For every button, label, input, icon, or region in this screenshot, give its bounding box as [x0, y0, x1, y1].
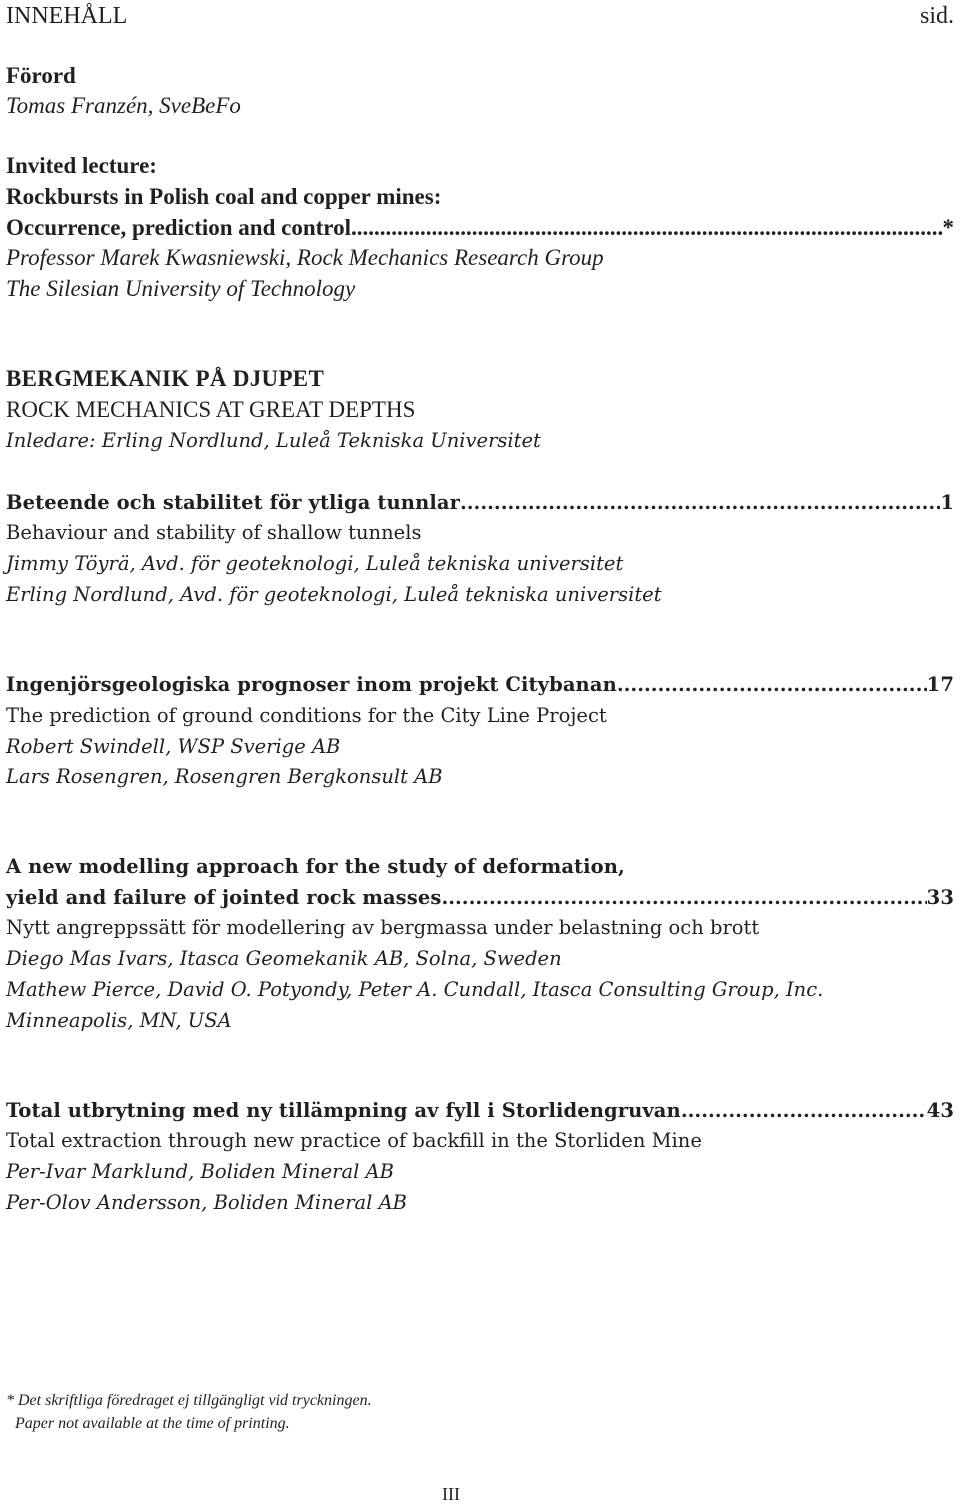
toc-entry-row	[6, 670, 954, 700]
toc-heading: INNEHÅLL	[6, 3, 128, 29]
entry-author: Robert Swindell, WSP Sverige AB	[6, 735, 341, 758]
entry-title-en: The prediction of ground conditions for the City Line Project	[6, 704, 607, 727]
entry-title-line: A new modelling approach for the study of deformation,	[6, 855, 625, 878]
section-title-en: ROCK MECHANICS AT GREAT DEPTHS	[6, 397, 416, 422]
entry-author: Jimmy Töyrä, Avd. för geoteknologi, Luleå tekniska universitet	[6, 552, 624, 575]
section-intro: Inledare: Erling Nordlund, Luleå Tekniska Universitet	[6, 429, 541, 452]
page-number: III	[442, 1484, 460, 1504]
entry-author: Erling Nordlund, Avd. för geoteknologi, Luleå tekniska universitet	[6, 583, 662, 606]
entry-title-sv: yield and failure of jointed rock masses	[6, 886, 442, 909]
page-ref: 17	[926, 673, 954, 696]
dot-leader	[441, 883, 926, 913]
toc-entry-row	[6, 883, 954, 913]
entry-title-sv: Ingenjörsgeologiska prognoser inom projekt Citybanan	[6, 673, 617, 696]
entry-title-en: Nytt angreppssätt för modellering av bergmassa under belastning och brott	[6, 916, 760, 939]
footnote-sv: * Det skriftliga föredraget ej tillgängligt vid tryckningen.	[6, 1392, 372, 1409]
page-column-label: sid.	[919, 3, 954, 29]
invited-toc-row	[6, 213, 954, 243]
page-ref: 1	[940, 491, 954, 514]
dot-leader	[351, 213, 943, 243]
dot-leader	[617, 670, 927, 700]
entry-title-sv: Total utbrytning med ny tillämpning av fyll i Storlidengruvan	[6, 1099, 681, 1122]
invited-title-last-line: Occurrence, prediction and control	[6, 215, 351, 240]
foreword-heading: Förord	[6, 63, 76, 88]
entry-title-sv: Beteende och stabilitet för ytliga tunnlar	[6, 491, 460, 514]
invited-label: Invited lecture:	[6, 153, 157, 178]
entry-author: Per-Ivar Marklund, Boliden Mineral AB	[6, 1160, 394, 1183]
footnote-en: Paper not available at the time of printing.	[15, 1415, 290, 1432]
toc-entry-row	[6, 488, 954, 518]
page-ref: *	[942, 215, 954, 240]
page-ref: 43	[926, 1099, 954, 1122]
dot-leader	[681, 1096, 927, 1126]
invited-author: Professor Marek Kwasniewski, Rock Mechanics Research Group	[6, 245, 604, 270]
entry-author: Minneapolis, MN, USA	[6, 1009, 232, 1032]
invited-title-line: Rockbursts in Polish coal and copper mines:	[6, 184, 442, 209]
entry-title-en: Behaviour and stability of shallow tunnels	[6, 521, 422, 544]
page-ref: 33	[926, 886, 954, 909]
toc-entry-row	[6, 1096, 954, 1126]
invited-affiliation: The Silesian University of Technology	[6, 276, 356, 301]
entry-author: Per-Olov Andersson, Boliden Mineral AB	[6, 1191, 407, 1214]
dot-leader	[460, 488, 940, 518]
section-title-sv: BERGMEKANIK PÅ DJUPET	[6, 366, 325, 391]
foreword-author: Tomas Franzén, SveBeFo	[6, 93, 241, 118]
entry-author: Mathew Pierce, David O. Potyondy, Peter A. Cundall, Itasca Consulting Group, Inc.	[6, 978, 824, 1001]
entry-author: Lars Rosengren, Rosengren Bergkonsult AB	[6, 765, 443, 788]
entry-author: Diego Mas Ivars, Itasca Geomekanik AB, Solna, Sweden	[6, 947, 562, 970]
entry-title-en: Total extraction through new practice of backfill in the Storliden Mine	[6, 1129, 702, 1152]
